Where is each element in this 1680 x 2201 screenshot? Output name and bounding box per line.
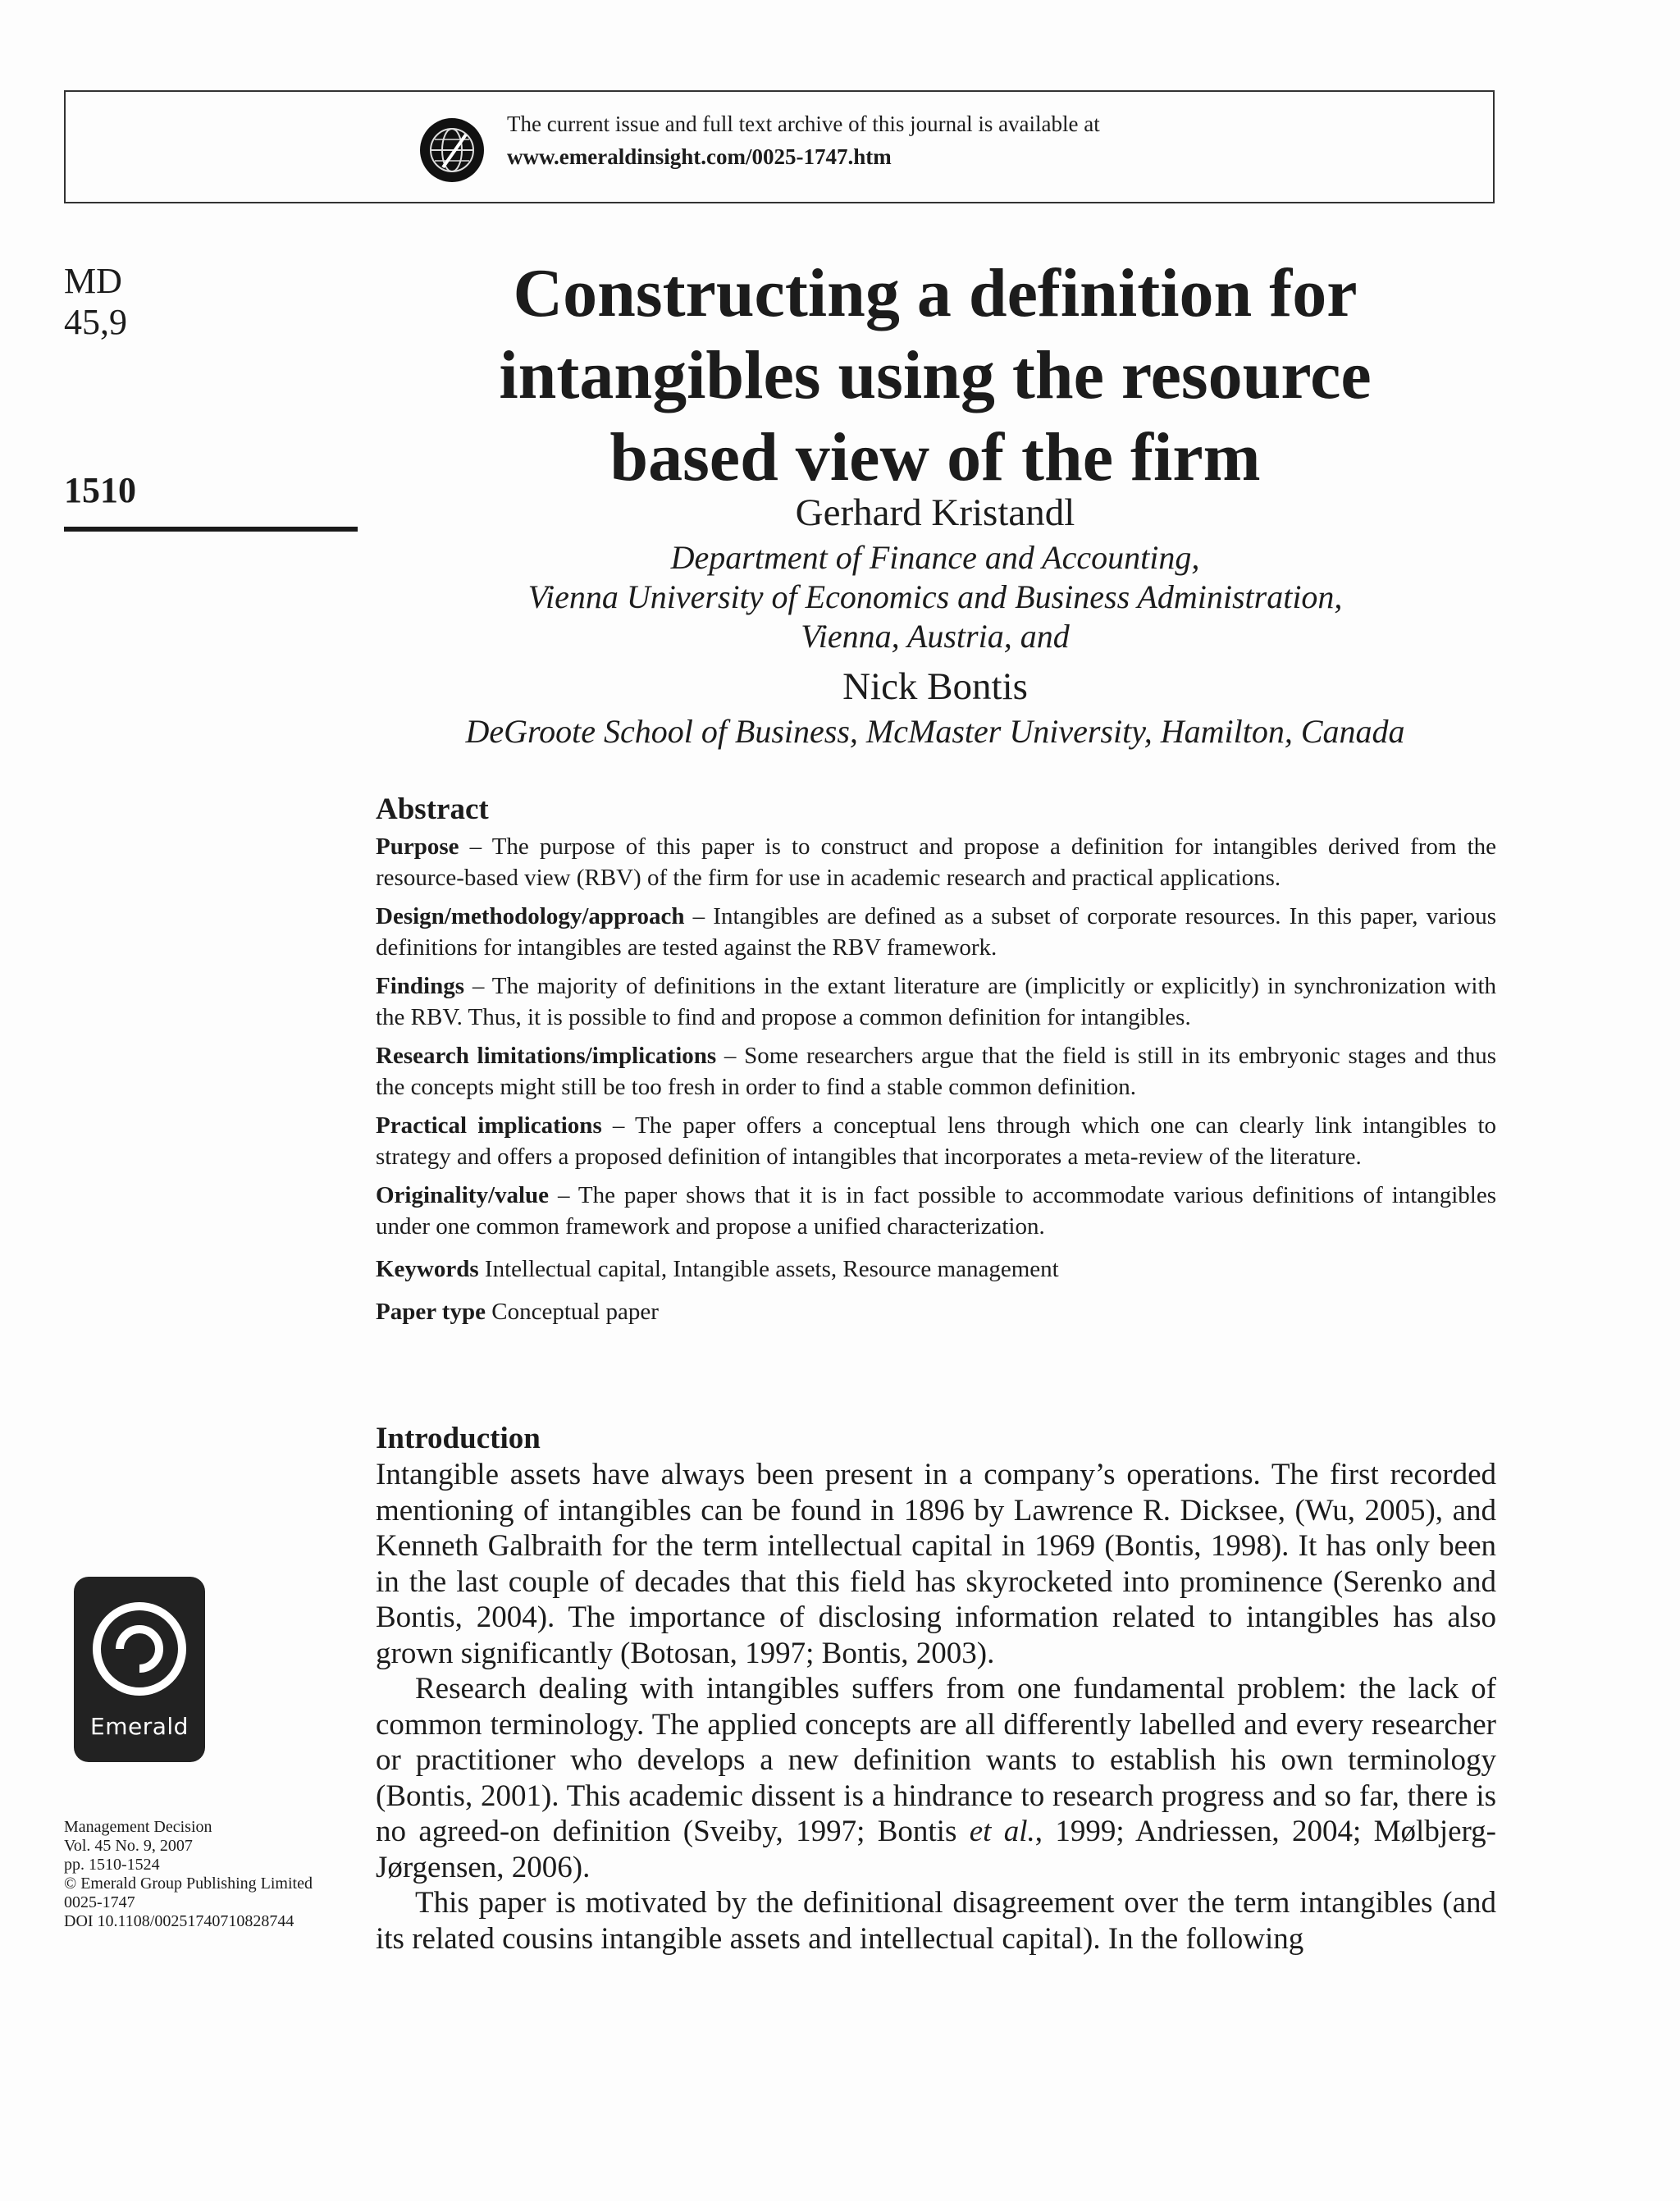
emerald-e-icon <box>85 1595 194 1703</box>
body-paragraph: This paper is motivated by the definitional disagreement over the term intangibles (and its related cousins intangible assets and intellectual capital). In the following <box>376 1886 1496 1956</box>
abstract-text: The majority of definitions in the extant literature are (implicitly or explicitly) in synchronization with the RBV. Thus, it is possible to find and propose a common definition for intangibles. <box>376 973 1497 1030</box>
abstract-separator: – <box>684 903 714 929</box>
affiliation-line: Department of Finance and Accounting, <box>670 539 1200 576</box>
abstract-separator: – <box>716 1043 745 1069</box>
abstract-heading: Abstract <box>376 792 489 826</box>
abstract-label: Research limitations/implications <box>376 1043 717 1069</box>
abstract-separator: – <box>549 1182 578 1208</box>
author-affiliation: DeGroote School of Business, McMaster University, Hamilton, Canada <box>465 713 1405 750</box>
page-number-rule <box>64 527 358 532</box>
archive-notice-box <box>64 90 1495 203</box>
introduction-heading: Introduction <box>376 1422 541 1455</box>
abstract-purpose <box>376 831 1496 893</box>
title-line: Constructing a definition for <box>513 255 1358 331</box>
globe-icon <box>418 116 486 184</box>
abstract-findings <box>376 970 1496 1033</box>
abstract-limitations <box>376 1040 1496 1103</box>
pub-journal: Management Decision <box>64 1818 212 1836</box>
abstract-label: Keywords <box>376 1256 479 1282</box>
abstract-text: The paper shows that it is in fact possible to accommodate various definitions of intangibles under one common framework and propose a unified characterization. <box>376 1182 1496 1240</box>
pub-doi: DOI 10.1108/00251740710828744 <box>64 1912 294 1930</box>
abstract-label: Purpose <box>376 833 459 860</box>
page-number: 1510 <box>64 470 136 510</box>
abstract-label: Paper type <box>376 1299 486 1325</box>
title-line: based view of the firm <box>609 419 1261 495</box>
author-name: Nick Bontis <box>842 665 1028 708</box>
pub-copyright: © Emerald Group Publishing Limited <box>64 1875 313 1893</box>
journal-abbrev: MD <box>64 261 122 301</box>
emerald-logo-text: Emerald <box>90 1713 189 1740</box>
abstract-separator: – <box>459 833 492 860</box>
paragraph-text: , 1999; Andriessen, 2004; Mølbjerg-Jørgensen, 2006). <box>376 1815 1496 1884</box>
abstract-text: Conceptual paper <box>491 1299 659 1325</box>
abstract-label: Design/methodology/approach <box>376 903 685 929</box>
abstract-practical <box>376 1110 1496 1172</box>
abstract-label: Findings <box>376 973 464 999</box>
paper-title <box>377 253 1493 499</box>
abstract-design <box>376 901 1496 963</box>
emerald-logo <box>74 1577 205 1762</box>
archive-url-link[interactable]: www.emeraldinsight.com/0025-1747.htm <box>507 144 892 169</box>
abstract-originality <box>376 1180 1496 1242</box>
journal-volume-issue: 45,9 <box>64 302 127 342</box>
pub-volume: Vol. 45 No. 9, 2007 <box>64 1837 193 1855</box>
author-affiliation <box>377 538 1493 656</box>
abstract-paper-type <box>376 1296 1496 1327</box>
title-line: intangibles using the resource <box>499 337 1372 413</box>
abstract-label: Originality/value <box>376 1182 550 1208</box>
affiliation-line: Vienna University of Economics and Business Administration, <box>527 578 1343 615</box>
abstract-text: Intangibles are defined as a subset of corporate resources. In this paper, various definitions for intangibles are tested against the RBV framework. <box>376 903 1497 961</box>
paragraph-text: Research dealing with intangibles suffers from one fundamental problem: the lack of common terminology. The applied concepts are all differently labelled and every researcher or practitioner who develops a new definition wants to establish his own terminology (Bontis, 2001). This academic dissent is a hindrance to research progress and so far, there is no agreed-on definition (Sveiby, 1997; Bontis <box>376 1672 1496 1848</box>
introduction-section <box>376 1421 1496 1957</box>
et-al-text: et al. <box>969 1815 1035 1848</box>
body-paragraph: Intangible assets have always been present in a company’s operations. The first recorded mentioning of intangibles can be found in 1896 by Lawrence R. Dicksee, (Wu, 2005), and Kenneth Galbraith for the term intellectual capital in 1969 (Bontis, 1998). It has only been in the last couple of decades that this field has skyrocketed into prominence (Serenko and Bontis, 2004). The importance of disclosing information related to intangibles has also grown significantly (Botosan, 1997; Bontis, 2003). <box>376 1458 1496 1670</box>
journal-code <box>64 261 127 343</box>
abstract-section <box>376 792 1496 1335</box>
abstract-text: Some researchers argue that the field is still in its embryonic stages and thus the concepts might still be too fresh in order to find a stable common definition. <box>376 1043 1496 1100</box>
affiliation-line: Vienna, Austria, and <box>801 618 1070 655</box>
pub-pages: pp. 1510-1524 <box>64 1856 160 1874</box>
body-paragraph <box>376 1671 1496 1885</box>
abstract-keywords <box>376 1253 1496 1285</box>
author-name: Gerhard Kristandl <box>795 491 1075 534</box>
abstract-text: Intellectual capital, Intangible assets, Resource management <box>484 1256 1059 1282</box>
pub-issn: 0025-1747 <box>64 1893 135 1911</box>
abstract-separator: – <box>464 973 492 999</box>
abstract-label: Practical implications <box>376 1112 602 1139</box>
publication-info <box>64 1818 313 1931</box>
archive-notice-text: The current issue and full text archive of this journal is available at <box>507 112 1100 136</box>
abstract-text: The purpose of this paper is to construct and propose a definition for intangibles derived from the resource-based view (RBV) of the firm for use in academic research and practical applications. <box>376 833 1497 891</box>
abstract-text: The paper offers a conceptual lens through which one can clearly link intangibles to strategy and offers a proposed definition of intangibles that incorporates a meta-review of the literature. <box>376 1112 1496 1170</box>
abstract-separator: – <box>601 1112 636 1139</box>
abstract-separator <box>479 1256 485 1282</box>
